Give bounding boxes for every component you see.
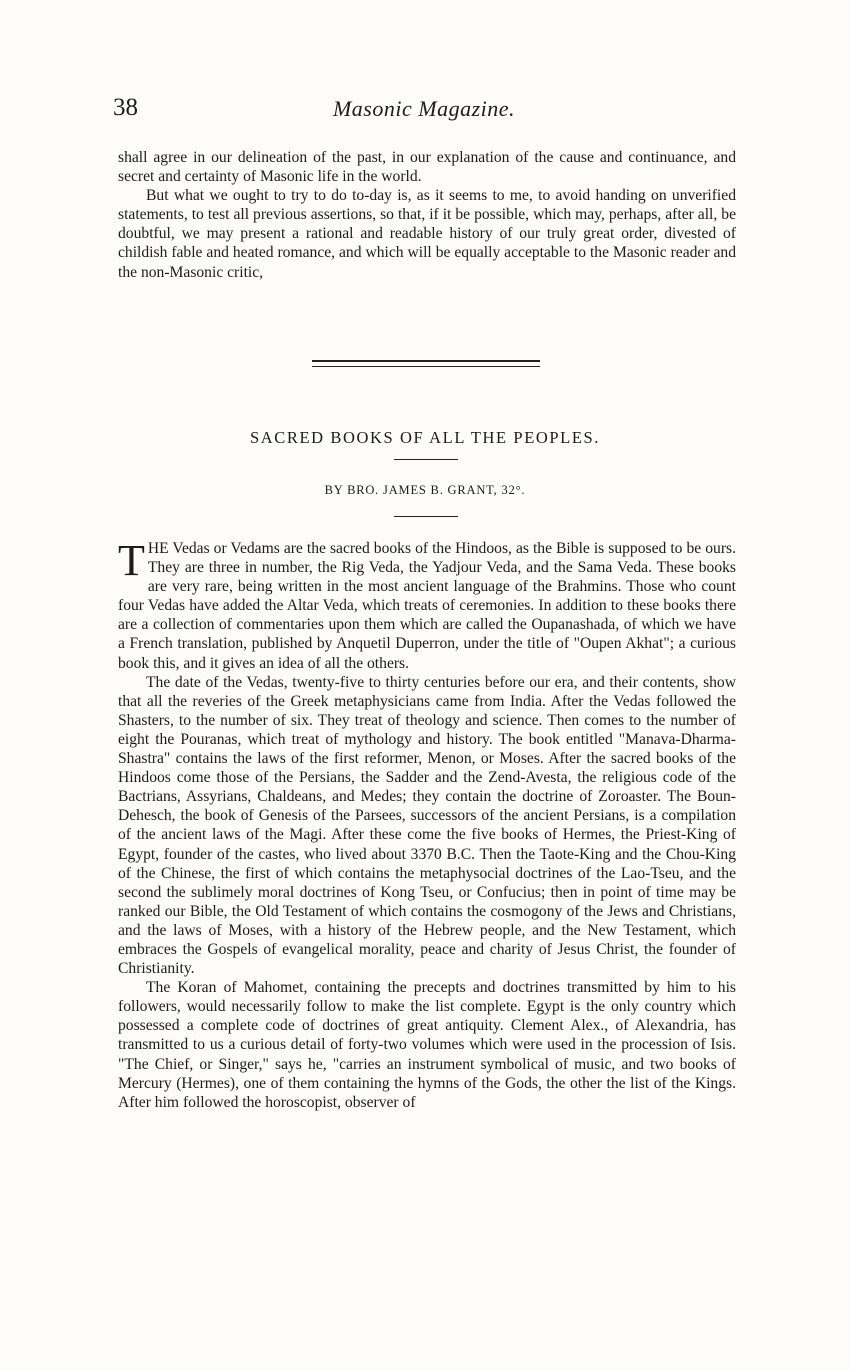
title-rule — [394, 459, 458, 460]
running-head — [113, 94, 735, 126]
lead-paragraph: shall agree in our delineation of the past, in our explanation of the cause and continuance, and secret and certainty of Masonic life in the world. — [118, 149, 736, 186]
lead-text — [118, 148, 736, 282]
magazine-title: Masonic Magazine. — [332, 96, 516, 121]
article-paragraph — [118, 536, 736, 673]
article-body — [118, 536, 736, 1112]
article-paragraph: The date of the Vedas, twenty-five to thirty centuries before our era, and their contents, show that all the reveries of the Greek metaphysicians came from India. After the Vedas followed the Shasters, to the number of six. They treat of theology and science. Then comes to the number of eight the Pouranas, which treat of mythology and history. The book entitled "Manava-Dharma-Shastra" contains the laws of the first reformer, Menon, or Moses. After the sacred books of the Hindoos come those of the Persians, the Sadder and the Zend-Avesta, the religious code of the Bactrians, Assyrians, Chaldeans, and Medes; they contain the doctrine of Zoroaster. The Boun-Dehesch, the book of Genesis of the Parsees, successors of the ancient Persians, is a compilation of the ancient laws of the Magi. After these come the five books of Hermes, the Priest-King of Egypt, founder of the castes, who lived about 3370 B.C. Then the Taote-King and the Chou-King of the Chinese, the first of which contains the metaphysocial doctrines of the Lao-Tseu, and the second the sublimely moral doctrines of Kong Tseu, or Confucius; then in point of time may be ranked our Bible, the Old Testament of which contains the cosmogony of the Jews and Christians, and the laws of Moses, with a history of the Hebrew people, and the New Testament, which embraces the Gospels of evangelical morality, peace and charity of Jesus Christ, the founder of Christianity. — [118, 673, 736, 978]
article-byline: BY BRO. JAMES B. GRANT, 32°. — [324, 483, 526, 497]
article-title: SACRED BOOKS OF ALL THE PEOPLES. — [249, 428, 601, 447]
section-divider — [312, 360, 540, 367]
first-paragraph-text: HE Vedas or Vedams are the sacred books of the Hindoos, as the Bible is supposed to be ours. They are three in number, the Rig Veda, the Yadjour Veda, and the Sama Veda. These books are very rare, being written in the most ancient language of the Brahmins. Those who count four Vedas have added the Altar Veda, which treats of ceremonies. In addition to these books there are a collection of commentaries upon them which are called the Oupanashada, of which we have a French translation, published by Anquetil Duperron, under the title of "Oupen Akhat"; a curious book this, and it gives an idea of all the others. — [118, 540, 736, 672]
article-paragraph: The Koran of Mahomet, containing the precepts and doctrines transmitted by him to his followers, would necessarily follow to make the list complete. Egypt is the only country which possessed a complete code of doctrines of great antiquity. Clement Alex., of Alexandria, has transmitted to us a curious detail of forty-two volumes which were used in the procession of Isis. "The Chief, or Singer," says he, "carries an instrument symbolical of music, and two books of Mercury (Hermes), one of them containing the hymns of the Gods, the other the list of the Kings. After him followed the horoscopist, observer of — [118, 979, 736, 1111]
page-number: 38 — [113, 94, 138, 121]
drop-cap: T — [118, 536, 145, 585]
byline-rule — [394, 516, 458, 517]
lead-paragraph: But what we ought to try to do to-day is, as it seems to me, to avoid handing on unverified statements, to test all previous assertions, so that, if it be possible, which may, perhaps, after all, be doubtful, we may present a rational and readable history of our truly great order, divested of childish fable and heated romance, and which will be equally acceptable to the Masonic reader and the non-Masonic critic, — [118, 187, 736, 281]
